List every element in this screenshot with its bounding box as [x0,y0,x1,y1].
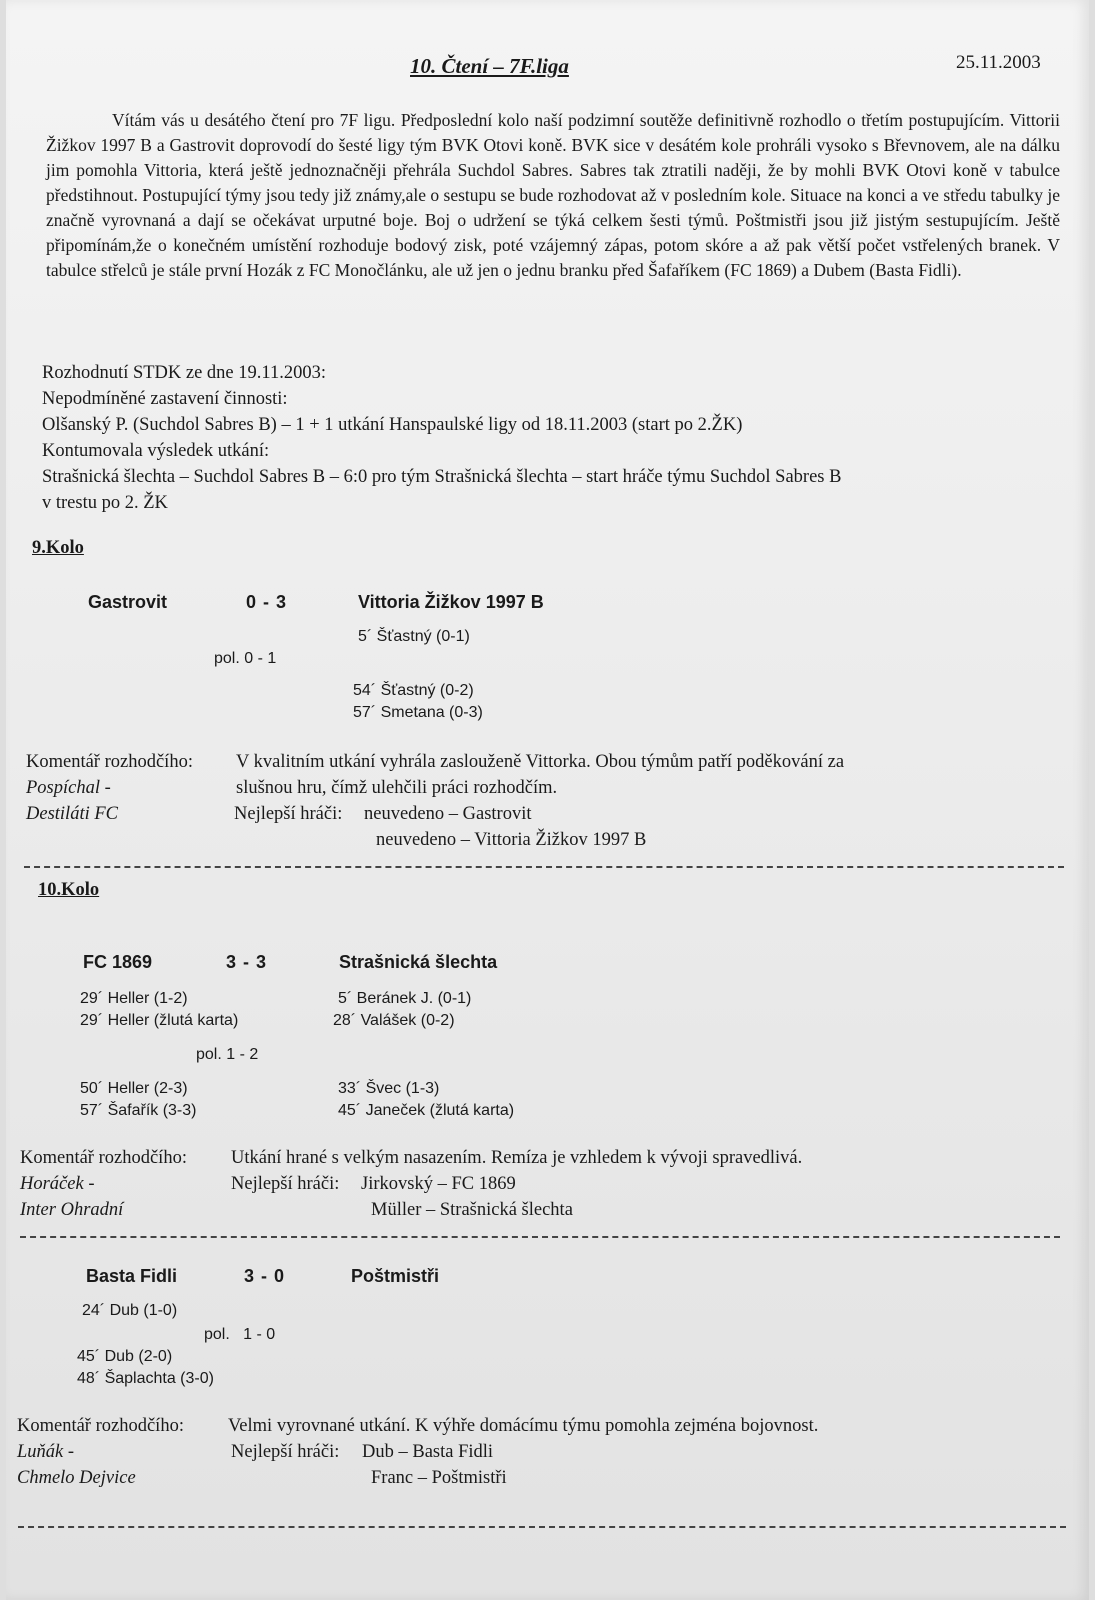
best-players-label: Nejlepší hráči: [231,1174,340,1194]
goal-event: 33´ Švec (1-3) [338,1080,440,1097]
goal-event: 29´ Heller (1-2) [80,990,188,1007]
half-time-score: pol. 0 - 1 [214,650,277,667]
goal-event: 57´ Šafařík (3-3) [80,1102,197,1119]
best-player: Müller – Strašnická šlechta [371,1200,573,1220]
half-time-score: pol. 1 - 0 [204,1326,276,1343]
stdk-decision [42,360,841,516]
match-home-team: FC 1869 [83,952,153,972]
referee-team: Inter Ohradní [20,1200,124,1220]
goal-event: 24´ Dub (1-0) [82,1302,178,1319]
referee-comment-label: Komentář rozhodčího: [20,1148,187,1168]
match-divider [20,1236,1060,1238]
section-divider [18,1526,1066,1528]
stdk-line-1: Rozhodnutí STDK ze dne 19.11.2003: [42,363,326,383]
best-player: Franc – Poštmistři [371,1468,507,1488]
stdk-line-6: v trestu po 2. ŽK [42,493,168,513]
best-players-label: Nejlepší hráči: [231,1442,340,1462]
card-event: 29´ Heller (žlutá karta) [80,1012,239,1029]
goal-event: 45´ Dub (2-0) [77,1348,173,1365]
goal-event: 54´ Šťastný (0-2) [353,682,474,699]
document-title: 10. Čtení – 7F.liga [410,54,569,78]
referee-name: Pospíchal - [26,778,111,798]
best-player: neuvedeno – Gastrovit [364,804,532,824]
best-player: Jirkovský – FC 1869 [361,1174,516,1194]
match-away-team: Strašnická šlechta [339,952,498,972]
goal-event: 57´ Smetana (0-3) [353,704,483,721]
referee-team: Destiláti FC [26,804,118,824]
goal-event: 5´ Beránek J. (0-1) [338,990,472,1007]
goal-event: 28´ Valášek (0-2) [333,1012,455,1029]
best-player: Dub – Basta Fidli [362,1442,494,1462]
half-time-score: pol. 1 - 2 [196,1046,259,1063]
stdk-line-3: Olšanský P. (Suchdol Sabres B) – 1 + 1 utkání Hanspaulské ligy od 18.11.2003 (start po 2.ŽK) [42,415,743,435]
referee-comment-label: Komentář rozhodčího: [17,1416,184,1436]
match-home-team: Gastrovit [88,592,168,612]
referee-comment: Utkání hrané s velkým nasazením. Remíza je vzhledem k vývoji spravedlivá. [231,1148,803,1168]
match-score: 3 - 3 [226,952,268,972]
document-date: 25.11.2003 [956,52,1041,73]
stdk-line-5: Strašnická šlechta – Suchdol Sabres B – 6:0 pro tým Strašnická šlechta – start hráče týmu Suchdol Sabres B [42,467,842,487]
match-score: 0 - 3 [246,592,288,612]
document-page [6,0,1089,1600]
match-home-team: Basta Fidli [86,1266,178,1286]
referee-comment: V kvalitním utkání vyhrála zaslouženě Vittorka. Obou týmům patří poděkování za [236,752,845,772]
goal-event: 5´ Šťastný (0-1) [358,628,470,645]
stdk-line-4: Kontumovala výsledek utkání: [42,441,270,461]
match-away-team: Poštmistři [351,1266,440,1286]
referee-name: Horáček - [20,1174,95,1194]
round-9-heading: 9.Kolo [32,538,84,558]
section-divider [24,866,1064,868]
match-away-team: Vittoria Žižkov 1997 B [358,592,544,612]
best-player: neuvedeno – Vittoria Žižkov 1997 B [376,830,647,850]
goal-event: 48´ Šaplachta (3-0) [77,1370,214,1387]
intro-paragraph: Vítám vás u desátého čtení pro 7F ligu. Předposlední kolo naší podzimní soutěže definitivně rozhodlo o třetím postupujícím. Vittorii Žižkov 1997 B a Gastrovit doprovodí do šesté ligy tým BVK Otovi koně. BVK sice v desátém kole prohráli vysoko s Břevnovem, ale na dálku jim pomohla Vittoria, která ještě jednoznačněji přehrála Suchdol Sabres. Sabres tak ztratili naději, že by mohli BVK Otovi koně v tabulce předstihnout. Postupující týmy jsou tedy již známy,ale o sestupu se bude rozhodovat až v posledním kole. Situace na konci a ve středu tabulky je značně vyrovnaná a dají se očekávat urputné boje. Boj o udržení se týká celkem šesti týmů. Poštmistři jsou již jistým sestupujícím. Ještě připomínám,že o konečném umístění rozhoduje bodový zisk, poté vzájemný zápas, potom skóre a až pak větší počet vstřelených branek. V tabulce střelců je stále první Hozák z FC Monočlánku, ale už jen o jednu branku před Šafaříkem (FC 1869) a Dubem (Basta Fidli). [46,110,1060,280]
referee-comment: Velmi vyrovnané utkání. K výhře domácímu týmu pomohla zejména bojovnost. [228,1416,819,1436]
best-players-label: Nejlepší hráči: [234,804,343,824]
referee-team: Chmelo Dejvice [17,1468,136,1488]
referee-name: Luňák - [17,1442,75,1462]
referee-comment-label: Komentář rozhodčího: [26,752,193,772]
round-10-heading: 10.Kolo [38,880,100,900]
referee-comment-continued: slušnou hru, čímž ulehčili práci rozhodčím. [236,778,558,798]
match-score: 3 - 0 [244,1266,286,1286]
card-event: 45´ Janeček (žlutá karta) [338,1102,515,1119]
goal-event: 50´ Heller (2-3) [80,1080,188,1097]
stdk-line-2: Nepodmíněné zastavení činnosti: [42,389,288,409]
